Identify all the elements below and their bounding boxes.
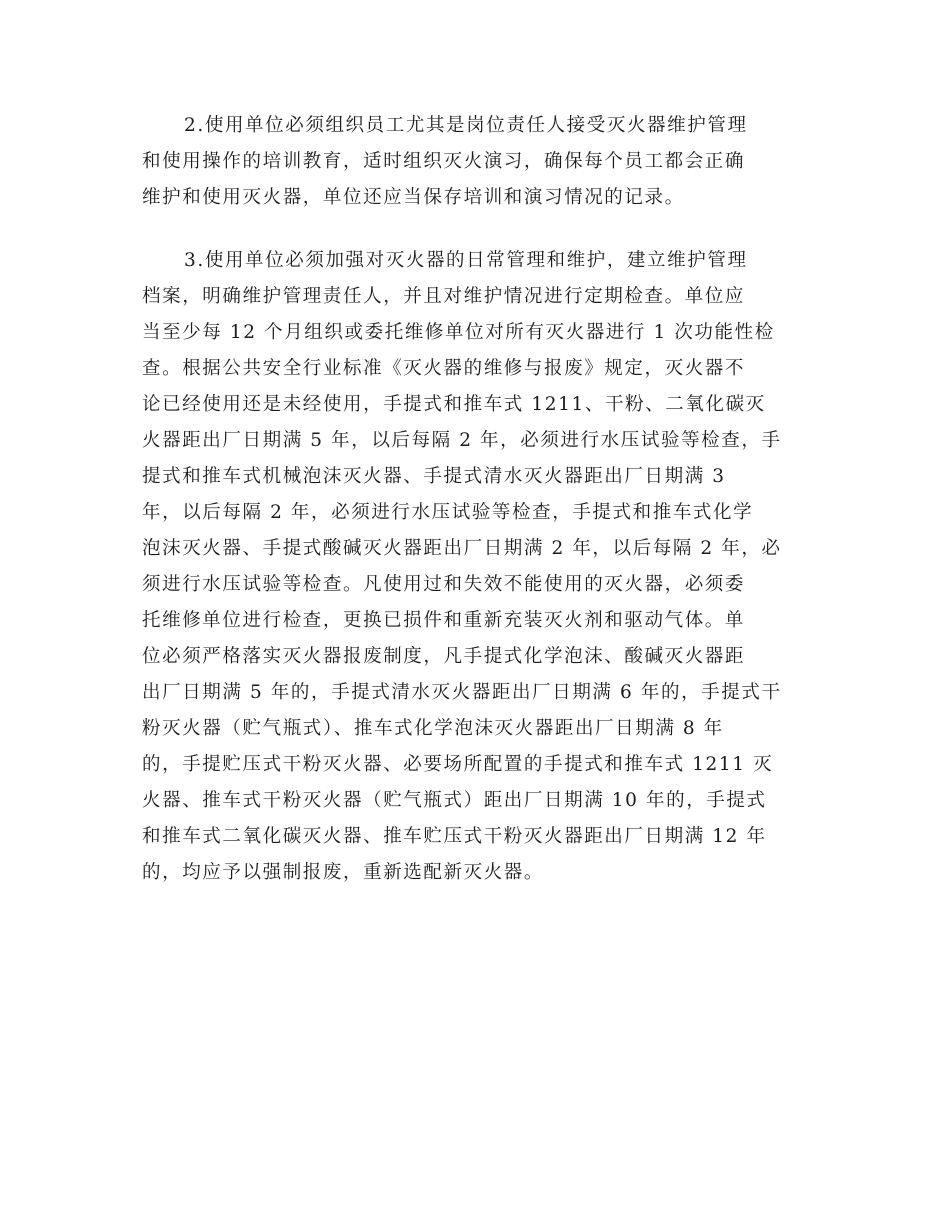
text-line: 和推车式二氧化碳灭火器、推车贮压式干粉灭火器距出厂日期满 12 年 [142, 826, 767, 847]
text-line: 托维修单位进行检查，更换已损件和重新充装灭火剂和驱动气体。单 [142, 610, 746, 631]
text-line: 粉灭火器（贮气瓶式）、推车式化学泡沫灭火器距出厂日期满 8 年 [142, 718, 724, 739]
text-line: 火器、推车式干粉灭火器（贮气瓶式）距出厂日期满 10 年的，手提式 [142, 790, 767, 811]
text-line: 维护和使用灭火器，单位还应当保存培训和演习情况的记录。 [142, 187, 685, 208]
text-line: 须进行水压试验等检查。凡使用过和失效不能使用的灭火器，必须委 [142, 574, 746, 595]
text-line: 和使用操作的培训教育，适时组织灭火演习，确保每个员工都会正确 [142, 151, 746, 172]
document-body [142, 108, 810, 891]
text-line: 火器距出厂日期满 5 年，以后每隔 2 年，必须进行水压试验等检查，手 [142, 430, 782, 451]
text-line: 2.使用单位必须组织员工尤其是岗位责任人接受灭火器维护管理 [184, 115, 748, 136]
text-line: 3.使用单位必须加强对灭火器的日常管理和维护，建立维护管理 [184, 250, 748, 271]
text-line: 的，均应予以强制报废，重新选配新灭火器。 [142, 862, 545, 883]
text-line: 查。根据公共安全行业标准《灭火器的维修与报废》规定，灭火器不 [142, 358, 746, 379]
text-line: 泡沫灭火器、手提式酸碱灭火器距出厂日期满 2 年，以后每隔 2 年，必 [142, 538, 782, 559]
text-line: 档案，明确维护管理责任人，并且对维护情况进行定期检查。单位应 [142, 286, 746, 307]
paragraph-maintenance [142, 243, 810, 891]
text-line: 论已经使用还是未经使用，手提式和推车式 1211、干粉、二氧化碳灭 [142, 394, 766, 415]
paragraph-spacer [142, 216, 810, 243]
paragraph-training [142, 108, 810, 216]
text-line: 年，以后每隔 2 年，必须进行水压试验等检查，手提式和推车式化学 [142, 502, 754, 523]
text-line: 位必须严格落实灭火器报废制度，凡手提式化学泡沫、酸碱灭火器距 [142, 646, 746, 667]
text-line: 提式和推车式机械泡沫灭火器、手提式清水灭火器距出厂日期满 3 [142, 466, 726, 487]
text-line: 出厂日期满 5 年的，手提式清水灭火器距出厂日期满 6 年的，手提式干 [142, 682, 782, 703]
text-line: 当至少每 12 个月组织或委托维修单位对所有灭火器进行 1 次功能性检 [142, 322, 775, 343]
text-line: 的，手提贮压式干粉灭火器、必要场所配置的手提式和推车式 1211 灭 [142, 754, 774, 775]
